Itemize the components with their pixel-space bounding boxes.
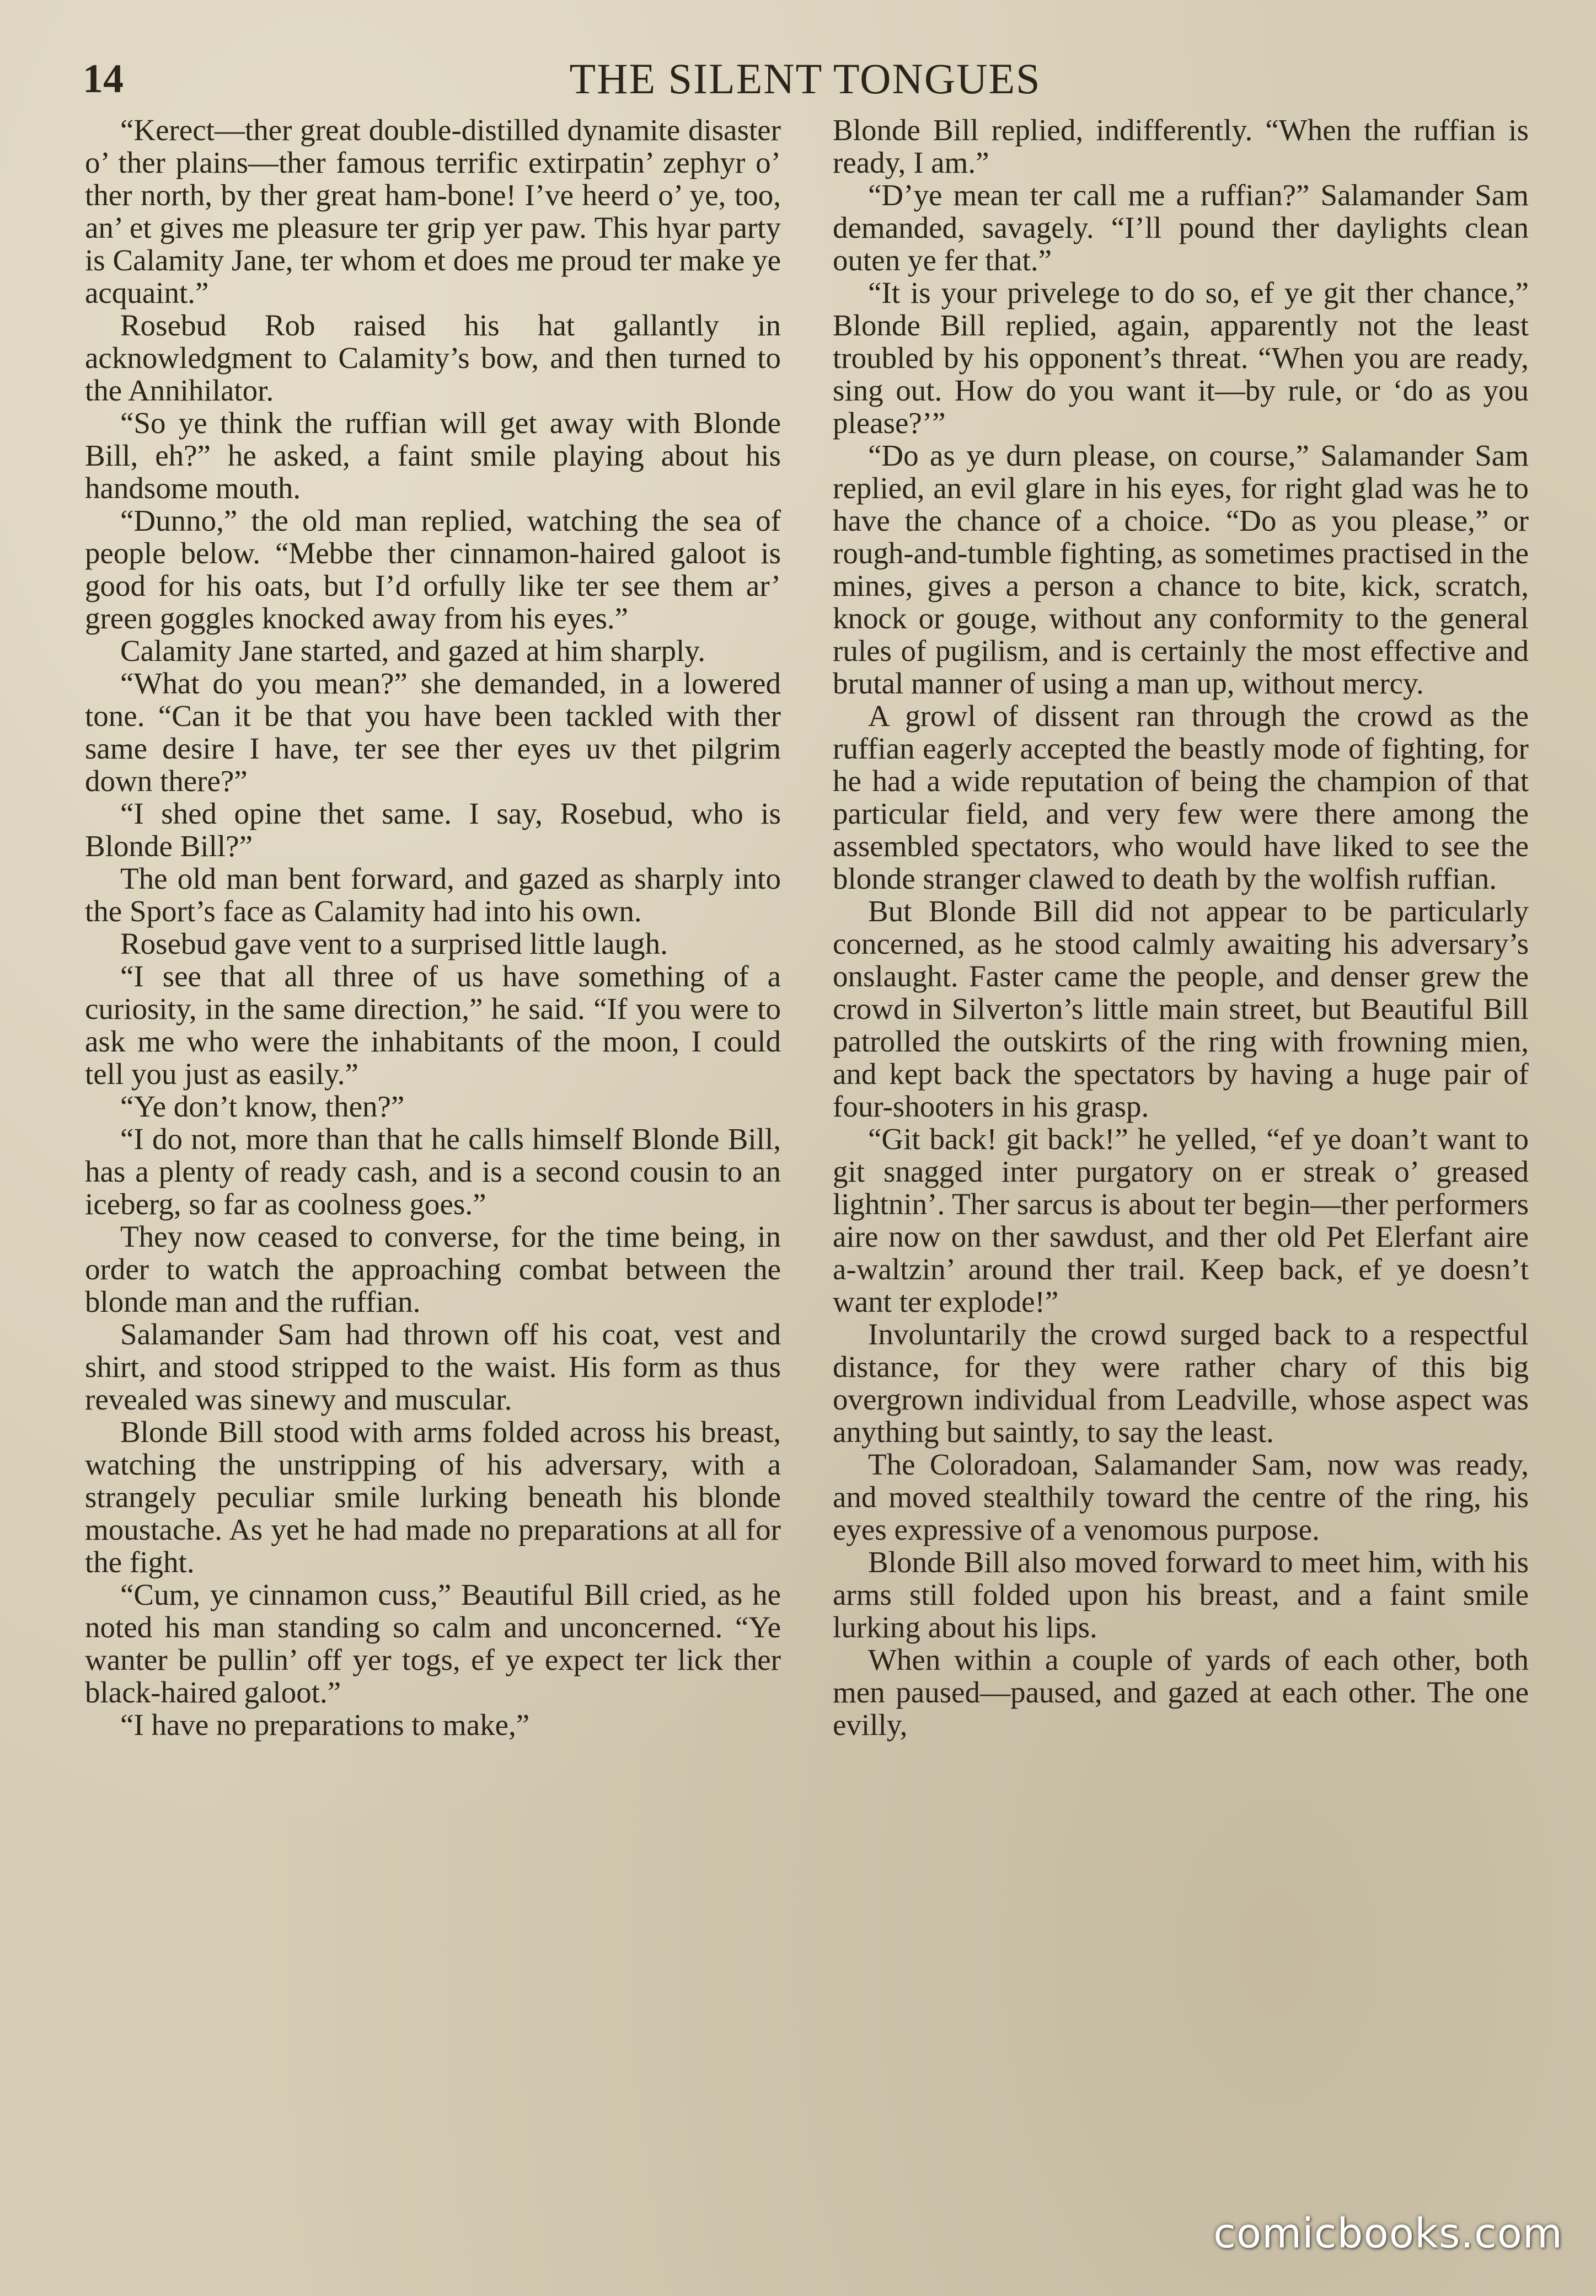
text-column-right [833,114,1529,2166]
paragraph: “It is your privelege to do so, ef ye git ther chance,” Blonde Bill replied, again, apparently not the least troubled by his opponent’s threat. “When you are ready, sing out. How do you want it—by rule, or ‘do as you please?’” [833,276,1529,440]
paragraph: Blonde Bill replied, indifferently. “When the ruffian is ready, I am.” [833,114,1529,179]
paragraph: Salamander Sam had thrown off his coat, vest and shirt, and stood stripped to the waist. His form as thus revealed was sinewy and muscular. [85,1317,781,1416]
paragraph: “Kerect—ther great double-distilled dynamite disaster o’ ther plains—ther famous terrific extirpatin’ zephyr o’ ther north, by ther great ham-bone! I’ve heerd o’ ye, too, an’ et gives me pleasure ter grip yer paw. This hyar party is Calamity Jane, ter whom et does me proud ter make ye acquaint.” [85,114,781,309]
paragraph: Calamity Jane started, and gazed at him sharply. [120,634,705,668]
paragraph: The Coloradoan, Salamander Sam, now was ready, and moved stealthily toward the centre of the ring, his eyes expressive of a venomous purpose. [833,1448,1529,1546]
paragraph: “Cum, ye cinnamon cuss,” Beautiful Bill cried, as he noted his man standing so calm and unconcerned. “Ye wanter be pullin’ off yer togs, ef ye expect ter lick ther black-haired galoot.” [85,1578,781,1709]
paragraph: They now ceased to converse, for the time being, in order to watch the approaching combat between the blonde man and the ruffian. [85,1220,781,1318]
site-watermark: comicbooks.com [1213,2210,1563,2257]
paragraph: “So ye think the ruffian will get away with Blonde Bill, eh?” he asked, a faint smile playing about his handsome mouth. [85,406,781,505]
paragraph: Blonde Bill stood with arms folded across his breast, watching the unstripping of his adversary, with a strangely peculiar smile lurking beneath his blonde moustache. As yet he had made no preparations at all for the fight. [85,1415,781,1579]
paragraph: The old man bent forward, and gazed as sharply into the Sport’s face as Calamity had into his own. [85,862,781,928]
paragraph: Blonde Bill also moved forward to meet him, with his arms still folded upon his breast, and a faint smile lurking about his lips. [833,1545,1529,1644]
paragraph: A growl of dissent ran through the crowd as the ruffian eagerly accepted the beastly mode of fighting, for he had a wide reputation of being the champion of that particular field, and very few were there among the assembled spectators, who would have liked to see the blonde stranger clawed to death by the wolfish ruffian. [833,699,1529,895]
paragraph: “Ye don’t know, then?” [120,1090,405,1123]
paragraph: But Blonde Bill did not appear to be particularly concerned, as he stood calmly awaiting his adversary’s onslaught. Faster came the people, and denser grew the crowd in Silverton’s little main street, but Beautiful Bill patrolled the outskirts of the ring with frowning mien, and kept back the spectators by having a huge pair of four-shooters in his grasp. [833,894,1529,1123]
paragraph: When within a couple of yards of each other, both men paused—paused, and gazed at each other. The one evilly, [833,1643,1529,1742]
paragraph: Rosebud Rob raised his hat gallantly in acknowledgment to Calamity’s bow, and then turned to the Annihilator. [85,308,781,407]
paragraph: “I shed opine thet same. I say, Rosebud, who is Blonde Bill?” [85,797,781,863]
paragraph: “Git back! git back!” he yelled, “ef ye doan’t want to git snagged inter purgatory on er streak o’ greased lightnin’. Ther sarcus is about ter begin—ther performers aire now on ther sawdust, and ther old Pet Elerfant aire a-waltzin’ around ther trail. Keep back, ef ye doesn’t want ter explode!” [833,1122,1529,1318]
paragraph: “Dunno,” the old man replied, watching the sea of people below. “Mebbe ther cinnamon-haired galoot is good for his oats, but I’d orfully like ter see them ar’ green goggles knocked away from his eyes.” [85,504,781,635]
running-title: THE SILENT TONGUES [569,55,1041,103]
page-header [83,49,1528,109]
paragraph: “What do you mean?” she demanded, in a lowered tone. “Can it be that you have been tackled with ther same desire I have, ter see ther eyes uv thet pilgrim down there?” [85,666,781,798]
paragraph: “I see that all three of us have something of a curiosity, in the same direction,” he said. “If you were to ask me who were the inhabitants of the moon, I could tell you just as easily.” [85,959,781,1091]
paragraph: “D’ye mean ter call me a ruffian?” Salamander Sam demanded, savagely. “I’ll pound ther daylights clean outen ye fer that.” [833,178,1529,277]
paragraph: Rosebud gave vent to a surprised little laugh. [120,927,668,960]
page-number: 14 [83,56,124,102]
paragraph: “I have no preparations to make,” [120,1708,530,1742]
paragraph: “Do as ye durn please, on course,” Salamander Sam replied, an evil glare in his eyes, for right glad was he to have the chance of a choice. “Do as you please,” or rough-and-tumble fighting, as sometimes practised in the mines, gives a person a chance to bite, kick, scratch, knock or gouge, without any conformity to the general rules of pugilism, and is certainly the most effective and brutal manner of using a man up, without mercy. [833,439,1529,700]
paragraph: “I do not, more than that he calls himself Blonde Bill, has a plenty of ready cash, and is a second cousin to an iceberg, so far as coolness goes.” [85,1122,781,1221]
text-column-left [85,114,781,2166]
paragraph: Involuntarily the crowd surged back to a respectful distance, for they were rather chary of this big overgrown individual from Leadville, whose aspect was anything but saintly, to say the least. [833,1317,1529,1449]
